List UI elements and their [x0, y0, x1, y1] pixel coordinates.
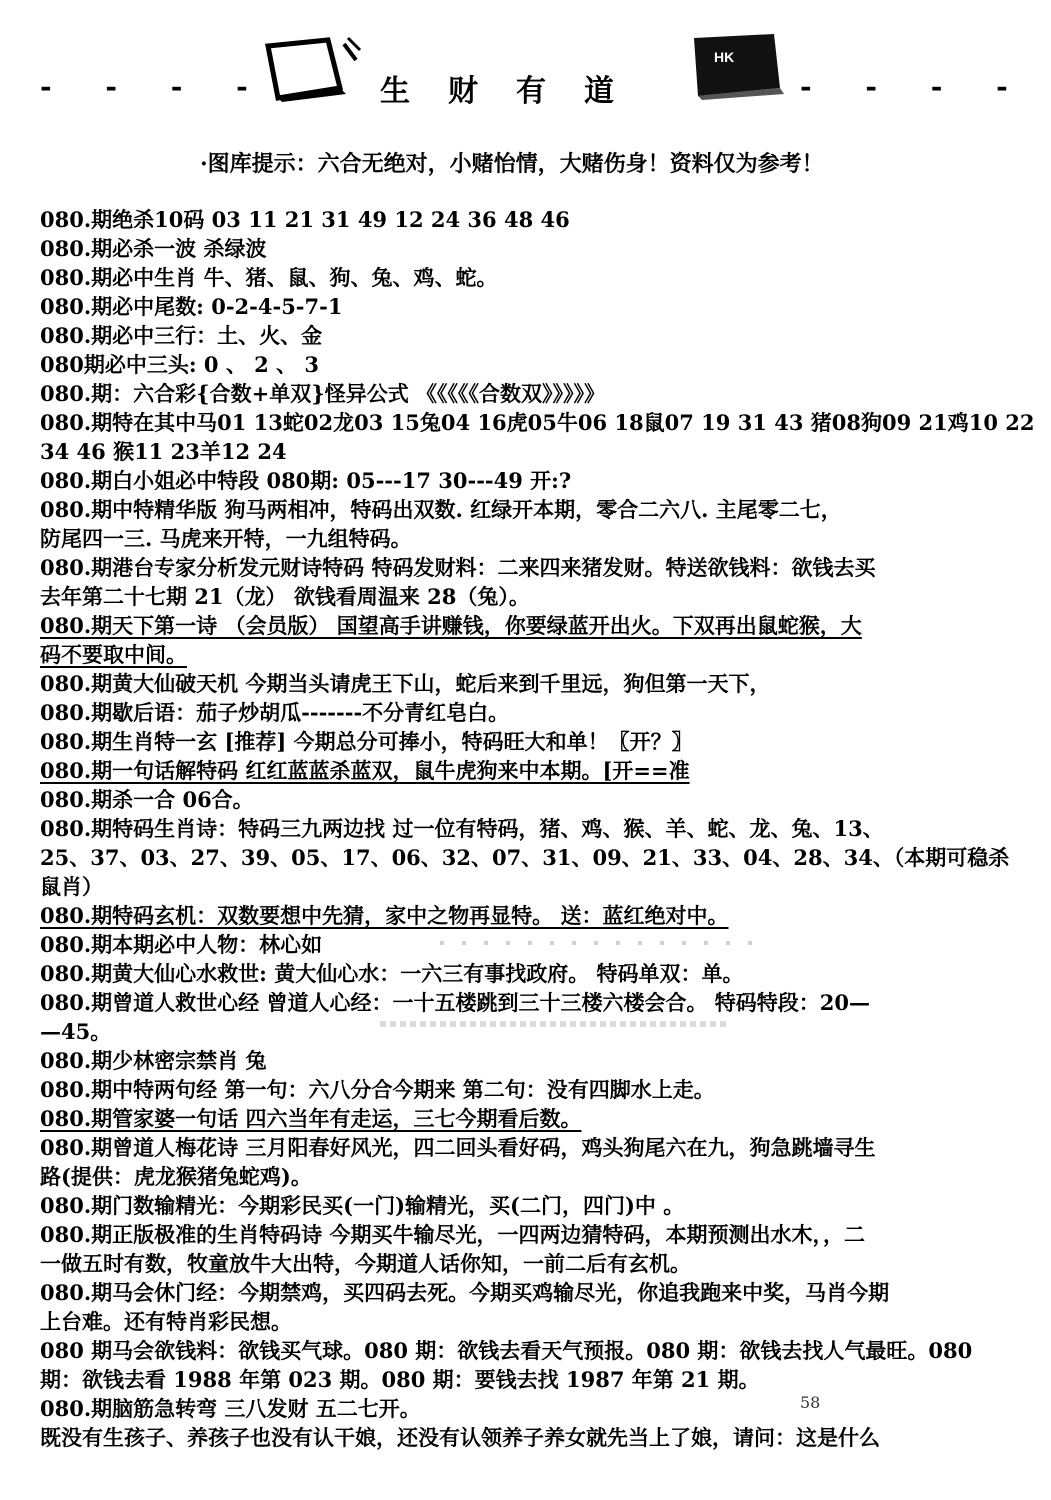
- text-line-content: 080.期一句话解特码 红红蓝蓝杀蓝双，鼠牛虎狗来中本期。[开==准: [40, 758, 690, 783]
- text-line-content: 080.期必中三行：土、火、金: [40, 323, 323, 348]
- text-line-content: 080.期歇后语：茄子炒胡瓜-------不分青红皂白。: [40, 700, 510, 725]
- text-line: [40, 1104, 1010, 1133]
- faint-print-artifact: [440, 941, 760, 945]
- text-line-content: 上台难。还有特肖彩民想。: [40, 1309, 292, 1334]
- text-line-content: 080.期必中尾数: 0-2-4-5-7-1: [40, 294, 343, 319]
- text-line-content: 080.期脑筋急转弯 三八发财 五二七开。: [40, 1396, 421, 1421]
- text-line-content: 080.期天下第一诗 （会员版） 国望高手讲赚钱，你要绿蓝开出火。下双再出鼠蛇猴，大: [40, 613, 862, 638]
- text-line: [40, 959, 1010, 988]
- text-line: [40, 1278, 1010, 1307]
- text-line-content: 080.期正版极准的生肖特码诗 今期买牛输尽光，一四两边猜特码，本期预测出水木，，二: [40, 1222, 865, 1247]
- text-line: [40, 263, 1010, 292]
- text-line-content: 一做五时有数，牧童放牛大出特，今期道人话你知，一前二后有玄机。: [40, 1251, 691, 1276]
- text-line: [40, 988, 1010, 1017]
- text-line-content: 码不要取中间。: [40, 642, 187, 667]
- text-line: [40, 756, 1010, 785]
- text-line-content: 080.期管家婆一句话 四六当年有走运，三七今期看后数。: [40, 1106, 582, 1131]
- text-line-content: 080.期曾道人梅花诗 三月阳春好风光，四二回头看好码，鸡头狗尾六在九，狗急跳墙寻生: [40, 1135, 876, 1160]
- text-line: [40, 1394, 1010, 1423]
- text-line-content: 080.期中特精华版 狗马两相冲，特码出双数. 红绿开本期，零合二六八. 主尾零二七，: [40, 497, 842, 522]
- page-header: [0, 0, 1051, 120]
- text-line: [40, 379, 1010, 408]
- text-line: [40, 495, 1010, 524]
- text-line: [40, 727, 1010, 756]
- text-line-content: 080.期黄大仙心水救世: 黄大仙心水：一六三有事找政府。 特码单双：单。: [40, 961, 744, 986]
- text-line-content: 路(提供：虎龙猴猪兔蛇鸡)。: [40, 1164, 312, 1189]
- text-line: [40, 1162, 1010, 1191]
- text-line: [40, 234, 1010, 263]
- text-line: [40, 872, 1010, 901]
- text-line-content: 34 46 猴11 23羊12 24: [40, 439, 287, 464]
- page-number: 58: [800, 1393, 821, 1412]
- text-line-content: 080.期绝杀10码 03 11 21 31 49 12 24 36 48 46: [40, 207, 570, 232]
- text-line-content: 080.期黄大仙破天机 今期当头请虎王下山，蛇后来到千里远，狗但第一天下，: [40, 671, 771, 696]
- text-line-content: 期：欲钱去看 1988 年第 023 期。080 期：要钱去找 1987 年第 21 期。: [40, 1367, 760, 1392]
- text-line: [40, 408, 1035, 437]
- book-label: HK: [714, 49, 735, 65]
- text-line: [40, 1365, 1010, 1394]
- text-line-content: 080.期：六合彩{合数+单双}怪异公式 《《《《《合数双》》》》》: [40, 381, 606, 406]
- text-line-content: 080.期马会休门经：今期禁鸡，买四码去死。今期买鸡输尽光，你追我跑来中奖，马肖今期: [40, 1280, 890, 1305]
- faint-print-artifact: [380, 1021, 730, 1027]
- text-line-content: 080.期门数输精光：今期彩民买(一门)输精光，买(二门，四门)中 。: [40, 1193, 685, 1218]
- text-line: [40, 698, 1010, 727]
- text-line: [40, 785, 1010, 814]
- open-book-icon: [262, 36, 362, 102]
- text-line-content: 080.期必杀一波 杀绿波: [40, 236, 267, 261]
- text-line: [40, 350, 1010, 379]
- text-line-content: 080.期中特两句经 第一句：六八分合今期来 第二句：没有四脚水上走。: [40, 1077, 715, 1102]
- text-line: [40, 582, 1010, 611]
- text-line: [40, 1133, 1010, 1162]
- text-line-content: 080.期本期必中人物：林心如: [40, 932, 323, 957]
- header-left-dashes: - - - -: [40, 70, 270, 103]
- text-line: [40, 843, 1010, 872]
- text-line: [40, 1423, 1010, 1452]
- text-line-content: 既没有生孩子、养孩子也没有认干娘，还没有认领养子养女就先当上了娘，请问：这是什么: [40, 1425, 880, 1450]
- text-line-content: 080.期生肖特一玄 [推荐] 今期总分可捧小，特码旺大和单！〖开？〗: [40, 729, 693, 754]
- text-line-content: 去年第二十七期 21（龙） 欲钱看周温来 28（兔）。: [40, 584, 530, 609]
- text-line: [40, 1307, 1010, 1336]
- text-line-content: 080.期港台专家分析发元财诗特码 特码发财料：二来四来猪发财。特送欲钱料：欲钱去买: [40, 555, 876, 580]
- text-line-content: 080.期特码生肖诗：特码三九两边找 过一位有特码，猪、鸡、猴、羊、蛇、龙、兔、13、: [40, 816, 884, 841]
- text-line-content: 080.期少林密宗禁肖 兔: [40, 1048, 267, 1073]
- text-line: [40, 437, 1010, 466]
- gallery-tip: ·图库提示：六合无绝对，小赌怡情，大赌伤身！资料仅为参考！: [200, 151, 824, 177]
- text-line: [40, 1336, 1010, 1365]
- text-line: [40, 466, 1010, 495]
- text-line: [40, 640, 1010, 669]
- text-line: [40, 1220, 1010, 1249]
- text-line-content: 080期必中三头: 0 、 2 、 3: [40, 352, 319, 377]
- text-line: [40, 524, 1010, 553]
- page-title: 生财有道: [380, 74, 652, 109]
- text-line-content: 080.期必中生肖 牛、猪、鼠、狗、兔、鸡、蛇。: [40, 265, 498, 290]
- text-line: [40, 292, 1010, 321]
- prediction-list: [40, 205, 1035, 1452]
- text-line: [40, 901, 1010, 930]
- text-line: [40, 553, 1010, 582]
- text-line: [40, 1249, 1010, 1278]
- text-line-content: 防尾四一三. 马虎来开特，一九组特码。: [40, 526, 412, 551]
- text-line: [40, 669, 1010, 698]
- text-line-content: 080.期特在其中马01 13蛇02龙03 15兔04 16虎05牛06 18鼠07 19 31 43 猪08狗09 21鸡10 22: [40, 410, 1035, 435]
- text-line: [40, 321, 1010, 350]
- closed-book-icon: [688, 30, 788, 100]
- text-line: [40, 1191, 1010, 1220]
- text-line: [40, 814, 1010, 843]
- text-line-content: 080.期曾道人救世心经 曾道人心经：一十五楼跳到三十三楼六楼会合。 特码特段：20—: [40, 990, 870, 1015]
- text-line: [40, 611, 1010, 640]
- text-line: [40, 1046, 1010, 1075]
- text-line-content: —45。: [40, 1019, 112, 1044]
- text-line-content: 080 期马会欲钱料：欲钱买气球。080 期：欲钱去看天气预报。080 期：欲钱去找人气最旺。080: [40, 1338, 973, 1363]
- text-line-content: 25、37、03、27、39、05、17、06、32、07、31、09、21、33、04、28、34、（本期可稳杀: [40, 845, 1010, 870]
- header-right-dashes: - - - -: [800, 70, 1030, 103]
- text-line-content: 080.期特码玄机：双数要想中先猜，家中之物再显特。 送：蓝红绝对中。: [40, 903, 729, 928]
- text-line-content: 鼠肖）: [40, 874, 103, 899]
- text-line: [40, 1075, 1010, 1104]
- text-line-content: 080.期白小姐必中特段 080期: 05---17 30---49 开:?: [40, 468, 572, 493]
- text-line-content: 080.期杀一合 06合。: [40, 787, 254, 812]
- text-line: [40, 205, 1010, 234]
